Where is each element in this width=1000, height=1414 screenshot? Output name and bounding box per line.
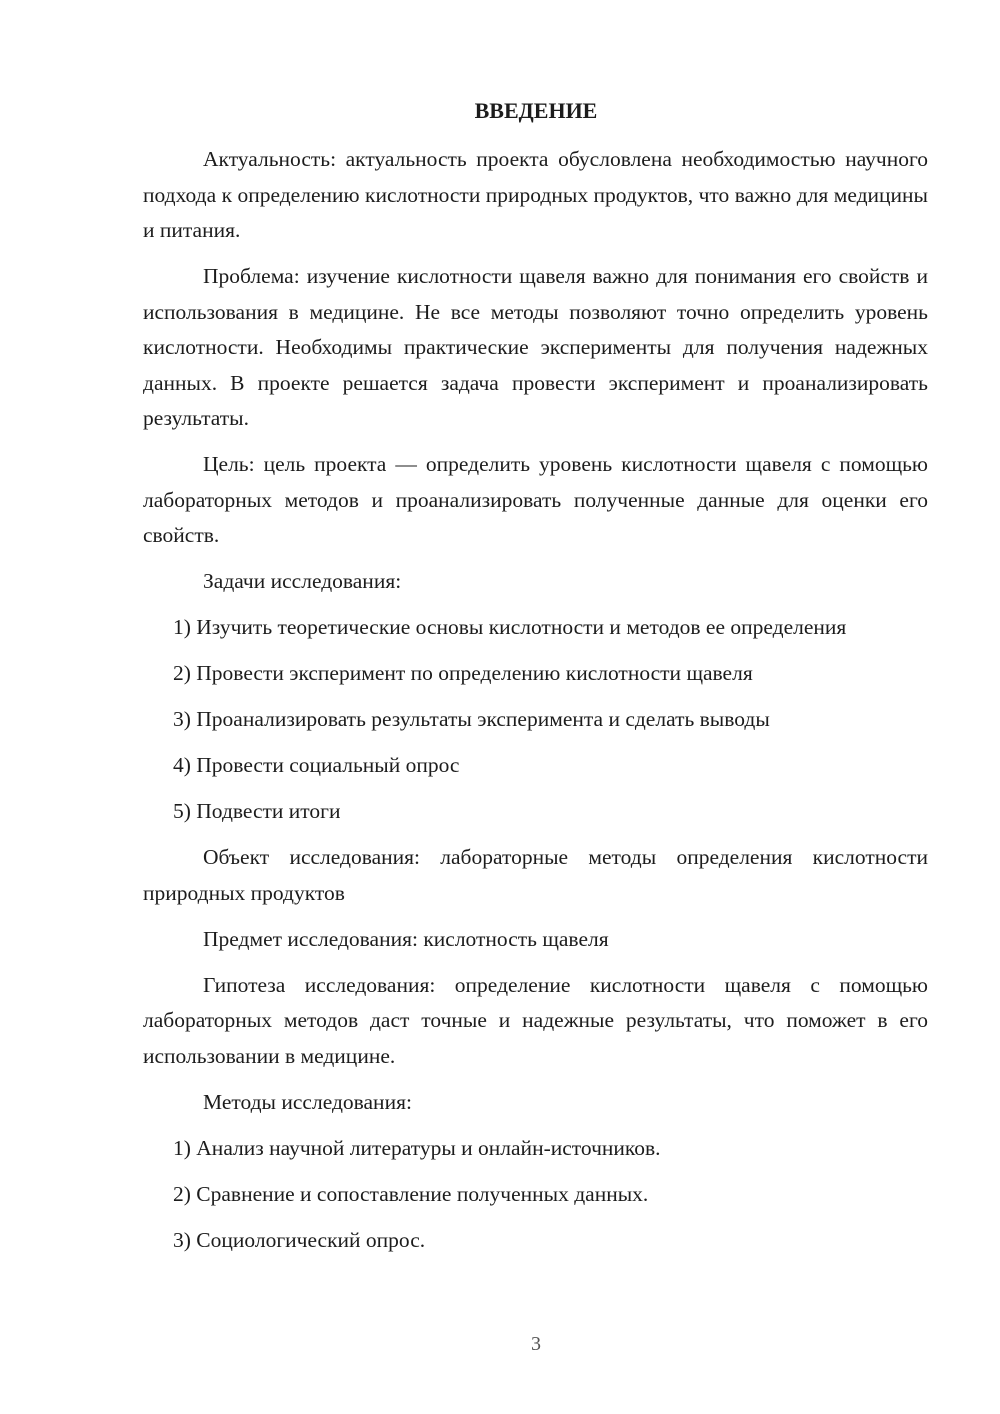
method-item: 2) Сравнение и сопоставление полученных данных. (173, 1181, 649, 1206)
method-item: 1) Анализ научной литературы и онлайн-источников. (173, 1135, 661, 1160)
paragraph-subject: Предмет исследования: кислотность щавеля (203, 926, 609, 951)
body-text (143, 142, 928, 1269)
tasks-heading: Задачи исследования: (203, 569, 402, 593)
paragraph-problem: Проблема: изучение кислотности щавеля важно для понимания его свойств и использования в медицине. Не все методы позволяют точно определить уровень кислотности. Необходимы практические эксперименты для получения надежных данных. В проекте решается задача провести эксперимент и проанализировать результаты. (143, 264, 928, 430)
task-item: 4) Провести социальный опрос (173, 753, 460, 777)
paragraph-relevance: Актуальность: актуальность проекта обусловлена необходимостью научного подхода к определению кислотности природных продуктов, что важно для медицины и питания. (143, 147, 928, 242)
task-item: 5) Подвести итоги (173, 799, 341, 823)
paragraph-object: Объект исследования: лабораторные методы определения кислотности природных продуктов (143, 845, 928, 905)
method-item: 3) Социологический опрос. (173, 1227, 426, 1252)
methods-heading: Методы исследования: (203, 1089, 412, 1114)
task-item: 2) Провести эксперимент по определению кислотности щавеля (173, 661, 753, 685)
section-title: ВВЕДЕНИЕ (474, 98, 598, 123)
task-item: 1) Изучить теоретические основы кислотности и методов ее определения (173, 615, 847, 639)
task-item: 3) Проанализировать результаты эксперимента и сделать выводы (173, 707, 770, 731)
paragraph-goal: Цель: цель проекта — определить уровень кислотности щавеля с помощью лабораторных методов и проанализировать полученные данные для оценки его свойств. (143, 452, 928, 547)
paragraph-hypothesis: Гипотеза исследования: определение кислотности щавеля с помощью лабораторных методов даст точные и надежные результаты, что поможет в его использовании в медицине. (143, 972, 928, 1068)
page-number: 3 (531, 1333, 541, 1355)
